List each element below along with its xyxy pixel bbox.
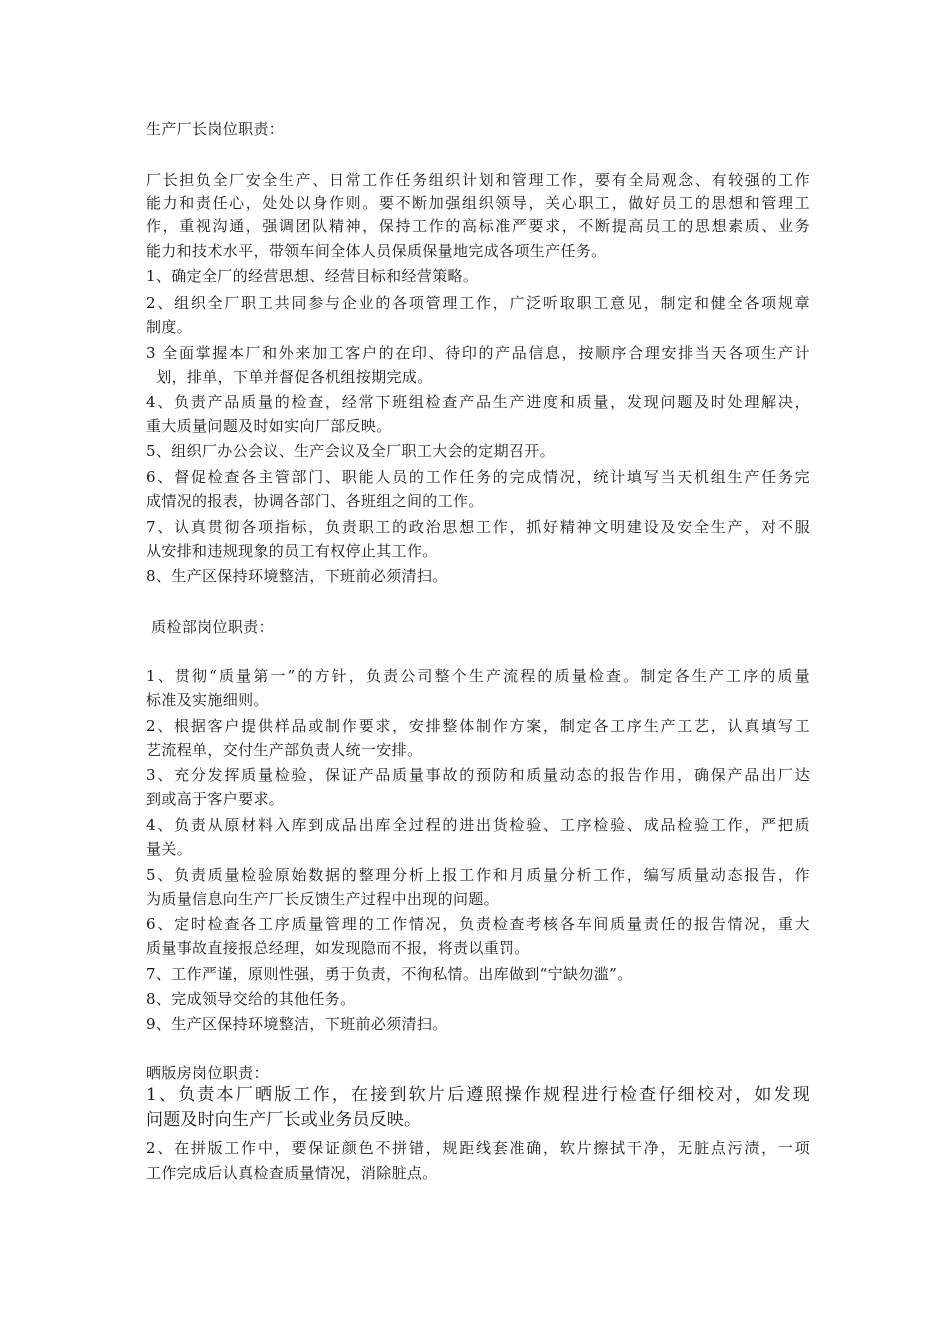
paragraph-line: 作，重视沟通，强调团队精神，保持工作的高标准严要求，不断提高员工的思想素质、业务 bbox=[146, 217, 810, 235]
paragraph-line: 厂长担负全厂安全生产、日常工作任务组织计划和管理工作，要有全局观念、有较强的工作 bbox=[146, 171, 810, 189]
list-item: 7、认真贯彻各项指标，负责职工的政治思想工作，抓好精神文明建设及安全生产，对不服 bbox=[146, 518, 810, 536]
list-item: 4、负责从原材料入库到成品出库全过程的进出货检验、工序检验、成品检验工作，严把质 bbox=[146, 816, 810, 834]
list-item-continued: 质量事故直接报总经理，如发现隐而不报，将责以重罚。 bbox=[146, 939, 530, 957]
section-heading-plant-director: 生产厂长岗位职责： bbox=[146, 120, 285, 138]
list-item: 9、生产区保持环境整洁，下班前必须清扫。 bbox=[146, 1015, 448, 1033]
list-item-continued: 标准及实施细则。 bbox=[146, 691, 269, 709]
list-item: 1、贯彻“质量第一”的方针，负责公司整个生产流程的质量检查。制定各生产工序的质量 bbox=[146, 667, 810, 685]
list-item: 4、负责产品质量的检查，经常下班组检查产品生产进度和质量，发现问题及时处理解决， bbox=[146, 393, 810, 411]
list-item: 3 全面掌握本厂和外来加工客户的在印、待印的产品信息，按顺序合理安排当天各项生产计 bbox=[146, 344, 810, 362]
list-item-continued: 从安排和违规现象的员工有权停止其工作。 bbox=[146, 542, 438, 560]
list-item: 8、完成领导交给的其他任务。 bbox=[146, 990, 356, 1008]
list-item-continued: 划，排单，下单并督促各机组按期完成。 bbox=[146, 368, 433, 386]
list-item-continued: 艺流程单，交付生产部负责人统一安排。 bbox=[146, 741, 423, 759]
list-item: 1、负责本厂晒版工作，在接到软片后遵照操作规程进行检查仔细校对，如发现 bbox=[146, 1085, 810, 1105]
list-item-continued: 成情况的报表，协调各部门、各班组之间的工作。 bbox=[146, 492, 484, 510]
list-item: 2、在拼版工作中，要保证颜色不拼错，规距线套准确，软片擦拭干净，无脏点污渍，一项 bbox=[146, 1139, 810, 1157]
list-item: 5、组织厂办公会议、生产会议及全厂职工大会的定期召开。 bbox=[146, 442, 555, 460]
list-item: 6、定时检查各工序质量管理的工作情况，负责检查考核各车间质量责任的报告情况，重大 bbox=[146, 915, 810, 933]
list-item: 2、根据客户提供样品或制作要求，安排整体制作方案，制定各工序生产工艺，认真填写工 bbox=[146, 717, 810, 735]
list-item-continued: 问题及时向生产厂长或业务员反映。 bbox=[146, 1110, 422, 1130]
list-item-continued: 为质量信息向生产厂长反馈生产过程中出现的问题。 bbox=[146, 890, 500, 908]
list-item: 2、组织全厂职工共同参与企业的各项管理工作，广泛听取职工意见，制定和健全各项规章 bbox=[146, 294, 810, 312]
list-item-continued: 工作完成后认真检查质量情况，消除脏点。 bbox=[146, 1164, 438, 1182]
list-item-continued: 重大质量问题及时如实向厂部反映。 bbox=[146, 417, 392, 435]
paragraph-line: 能力和技术水平，带领车间全体人员保质保量地完成各项生产任务。 bbox=[146, 242, 607, 260]
list-item: 1、确定全厂的经营思想、经营目标和经营策略。 bbox=[146, 267, 479, 285]
list-item: 6、督促检查各主管部门、职能人员的工作任务的完成情况，统计填写当天机组生产任务完 bbox=[146, 468, 810, 486]
list-item: 3、充分发挥质量检验，保证产品质量事故的预防和质量动态的报告作用，确保产品出厂达 bbox=[146, 766, 810, 784]
paragraph-line: 能力和责任心，处处以身作则。要不断加强组织领导，关心职工，做好员工的思想和管理工 bbox=[146, 194, 810, 212]
list-item-continued: 到或高于客户要求。 bbox=[146, 790, 285, 808]
list-item: 5、负责质量检验原始数据的整理分析上报工作和月质量分析工作，编写质量动态报告，作 bbox=[146, 866, 810, 884]
list-item: 7、工作严谨，原则性强，勇于负责，不徇私情。出库做到“宁缺勿滥”。 bbox=[146, 965, 633, 983]
list-item-continued: 量关。 bbox=[146, 840, 193, 858]
section-heading-quality-inspection: 质检部岗位职责： bbox=[146, 618, 274, 636]
list-item: 8、生产区保持环境整洁，下班前必须清扫。 bbox=[146, 567, 448, 585]
list-item-continued: 制度。 bbox=[146, 318, 193, 336]
section-heading-plate-room: 晒版房岗位职责： bbox=[146, 1064, 269, 1082]
